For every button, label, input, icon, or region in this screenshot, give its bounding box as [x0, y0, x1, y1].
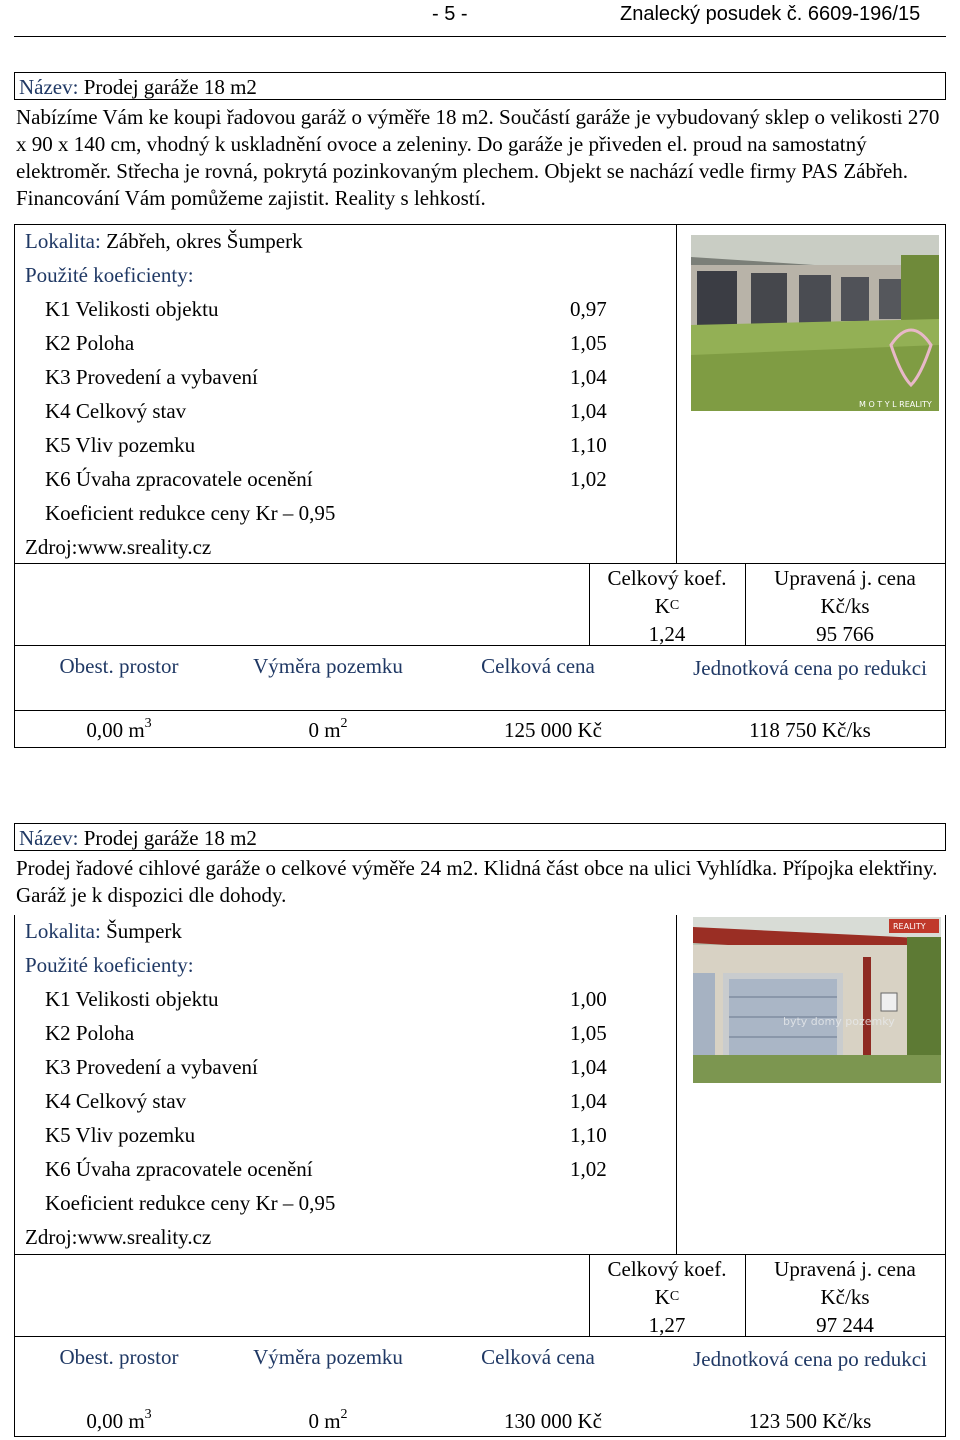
col-space-header: Obest. prostor [59, 654, 179, 678]
col-total-header: Celková cena [481, 1345, 595, 1369]
unit-value: 118 750 Kč/ks [749, 718, 871, 742]
listing-description: Prodej řadové cihlové garáže o celkové výměře 24 m2. Klidná část obce na ulici Vyhlídka. Přípojka elektřiny. Garáž je k dispozici dle dohody. [16, 856, 938, 907]
photo-watermark: byty domy pozemky [783, 1015, 895, 1028]
adjusted-price-unit: Kč/ks [820, 1285, 870, 1309]
kc-row [14, 564, 946, 646]
coef-row: K3 Provedení a vybavení 1,04 [45, 1055, 607, 1079]
reduction-coefficient: Koeficient redukce ceny Kr – 0,95 [45, 1191, 336, 1215]
coefficients-label: Použité koeficienty: [25, 953, 194, 977]
garage-photo [693, 917, 941, 1083]
garage-photo [691, 235, 939, 411]
total-coef-label: Celkový koef. [607, 1257, 727, 1281]
listing-title-box [14, 823, 946, 851]
adjusted-price-unit: Kč/ks [820, 594, 870, 618]
listing-title: Název: Prodej garáže 18 m2 [19, 75, 257, 99]
total-coef-label: Celkový koef. [607, 566, 727, 590]
col-unit-header: Jednotková cena po redukci [693, 1347, 927, 1371]
page-header [0, 0, 960, 36]
land-value: 0 $m^2$ [308, 716, 348, 742]
listing-1 [14, 72, 946, 748]
garage-photo-image [691, 235, 939, 411]
col-total-header: Celková cena [481, 654, 595, 678]
listing-2 [14, 823, 946, 1438]
document-title: Znalecký posudek č. 6609-196/15 [620, 3, 921, 25]
listing-title: Název: Prodej garáže 18 m2 [19, 826, 257, 850]
header-divider [14, 36, 946, 37]
unit-value: 123 500 Kč/ks [748, 1409, 872, 1433]
col-land-header: Výměra pozemku [253, 1345, 403, 1369]
kc-symbol: KC [654, 1285, 680, 1309]
col-space-header: Obest. prostor [59, 1345, 179, 1369]
coefficients-cell [14, 915, 676, 1255]
adjusted-price-value: 95 766 [816, 622, 874, 646]
total-coef-value: 1,27 [648, 1313, 686, 1337]
summary-divider [15, 710, 945, 711]
col-unit-header: Jednotková cena po redukci [693, 656, 927, 680]
total-value: 130 000 Kč [504, 1409, 602, 1433]
adjusted-price-label: Upravená j. cena [774, 566, 916, 590]
image-cell [676, 915, 946, 1255]
coef-row: K2 Poloha 1,05 [45, 1021, 607, 1045]
coef-row: K4 Celkový stav 1,04 [45, 399, 607, 423]
coef-row: K3 Provedení a vybavení 1,04 [45, 365, 607, 389]
coef-row: K4 Celkový stav 1,04 [45, 1089, 607, 1113]
space-value: 0,00 $m^3$ [86, 716, 152, 742]
adjusted-price [745, 564, 945, 648]
source: Zdroj:www.sreality.cz [25, 1225, 212, 1249]
photo-brand: REALITY [893, 922, 926, 931]
locality: Lokalita: Zábřeh, okres Šumperk [25, 229, 303, 253]
summary-table [14, 1337, 946, 1437]
page-number: - 5 - [432, 3, 468, 25]
coefficients-label: Použité koeficienty: [25, 263, 194, 287]
image-cell [676, 224, 946, 564]
garage-photo-image [693, 917, 941, 1083]
kc-row [14, 1255, 946, 1337]
locality: Lokalita: Šumperk [25, 919, 182, 943]
coef-row: K2 Poloha 1,05 [45, 331, 607, 355]
coefficients-cell [14, 224, 676, 564]
coef-row: K6 Úvaha zpracovatele ocenění 1,02 [45, 467, 607, 491]
land-value: 0 $m^2$ [308, 1407, 348, 1433]
coef-row: K6 Úvaha zpracovatele ocenění 1,02 [45, 1157, 607, 1181]
coef-row: K1 Velikosti objektu 0,97 [45, 297, 607, 321]
photo-watermark: M O T Y L REALITY [859, 400, 932, 409]
summary-table [14, 646, 946, 748]
total-value: 125 000 Kč [504, 718, 602, 742]
source: Zdroj:www.sreality.cz [25, 535, 212, 559]
reduction-coefficient: Koeficient redukce ceny Kr – 0,95 [45, 501, 336, 525]
total-coef-value: 1,24 [648, 622, 686, 646]
coef-row: K5 Vliv pozemku 1,10 [45, 433, 607, 457]
kc-symbol: KC [654, 594, 680, 618]
adjusted-price-label: Upravená j. cena [774, 1257, 916, 1281]
adjusted-price [745, 1255, 945, 1339]
listing-description: Nabízíme Vám ke koupi řadovou garáž o výměře 18 m2. Součástí garáže je vybudovaný sklep o velikosti 270 x 90 x 140 cm, vhodný k uskladnění ovoce a zeleniny. Do garáže je přiveden el. proud na samostatný elektroměr. Střecha je rovná, pokrytá pozinkovaným plechem. Objekt se nachází vedle firmy PAS Zábřeh. Financování Vám pomůžeme zajistit. Reality s lehkostí. [16, 105, 940, 210]
col-land-header: Výměra pozemku [253, 654, 403, 678]
total-coefficient [589, 1255, 745, 1339]
space-value: 0,00 $m^3$ [86, 1407, 152, 1433]
coef-row: K1 Velikosti objektu 1,00 [45, 987, 607, 1011]
coef-row: K5 Vliv pozemku 1,10 [45, 1123, 607, 1147]
listing-title-box [14, 72, 946, 100]
total-coefficient [589, 564, 745, 648]
adjusted-price-value: 97 244 [816, 1313, 874, 1337]
